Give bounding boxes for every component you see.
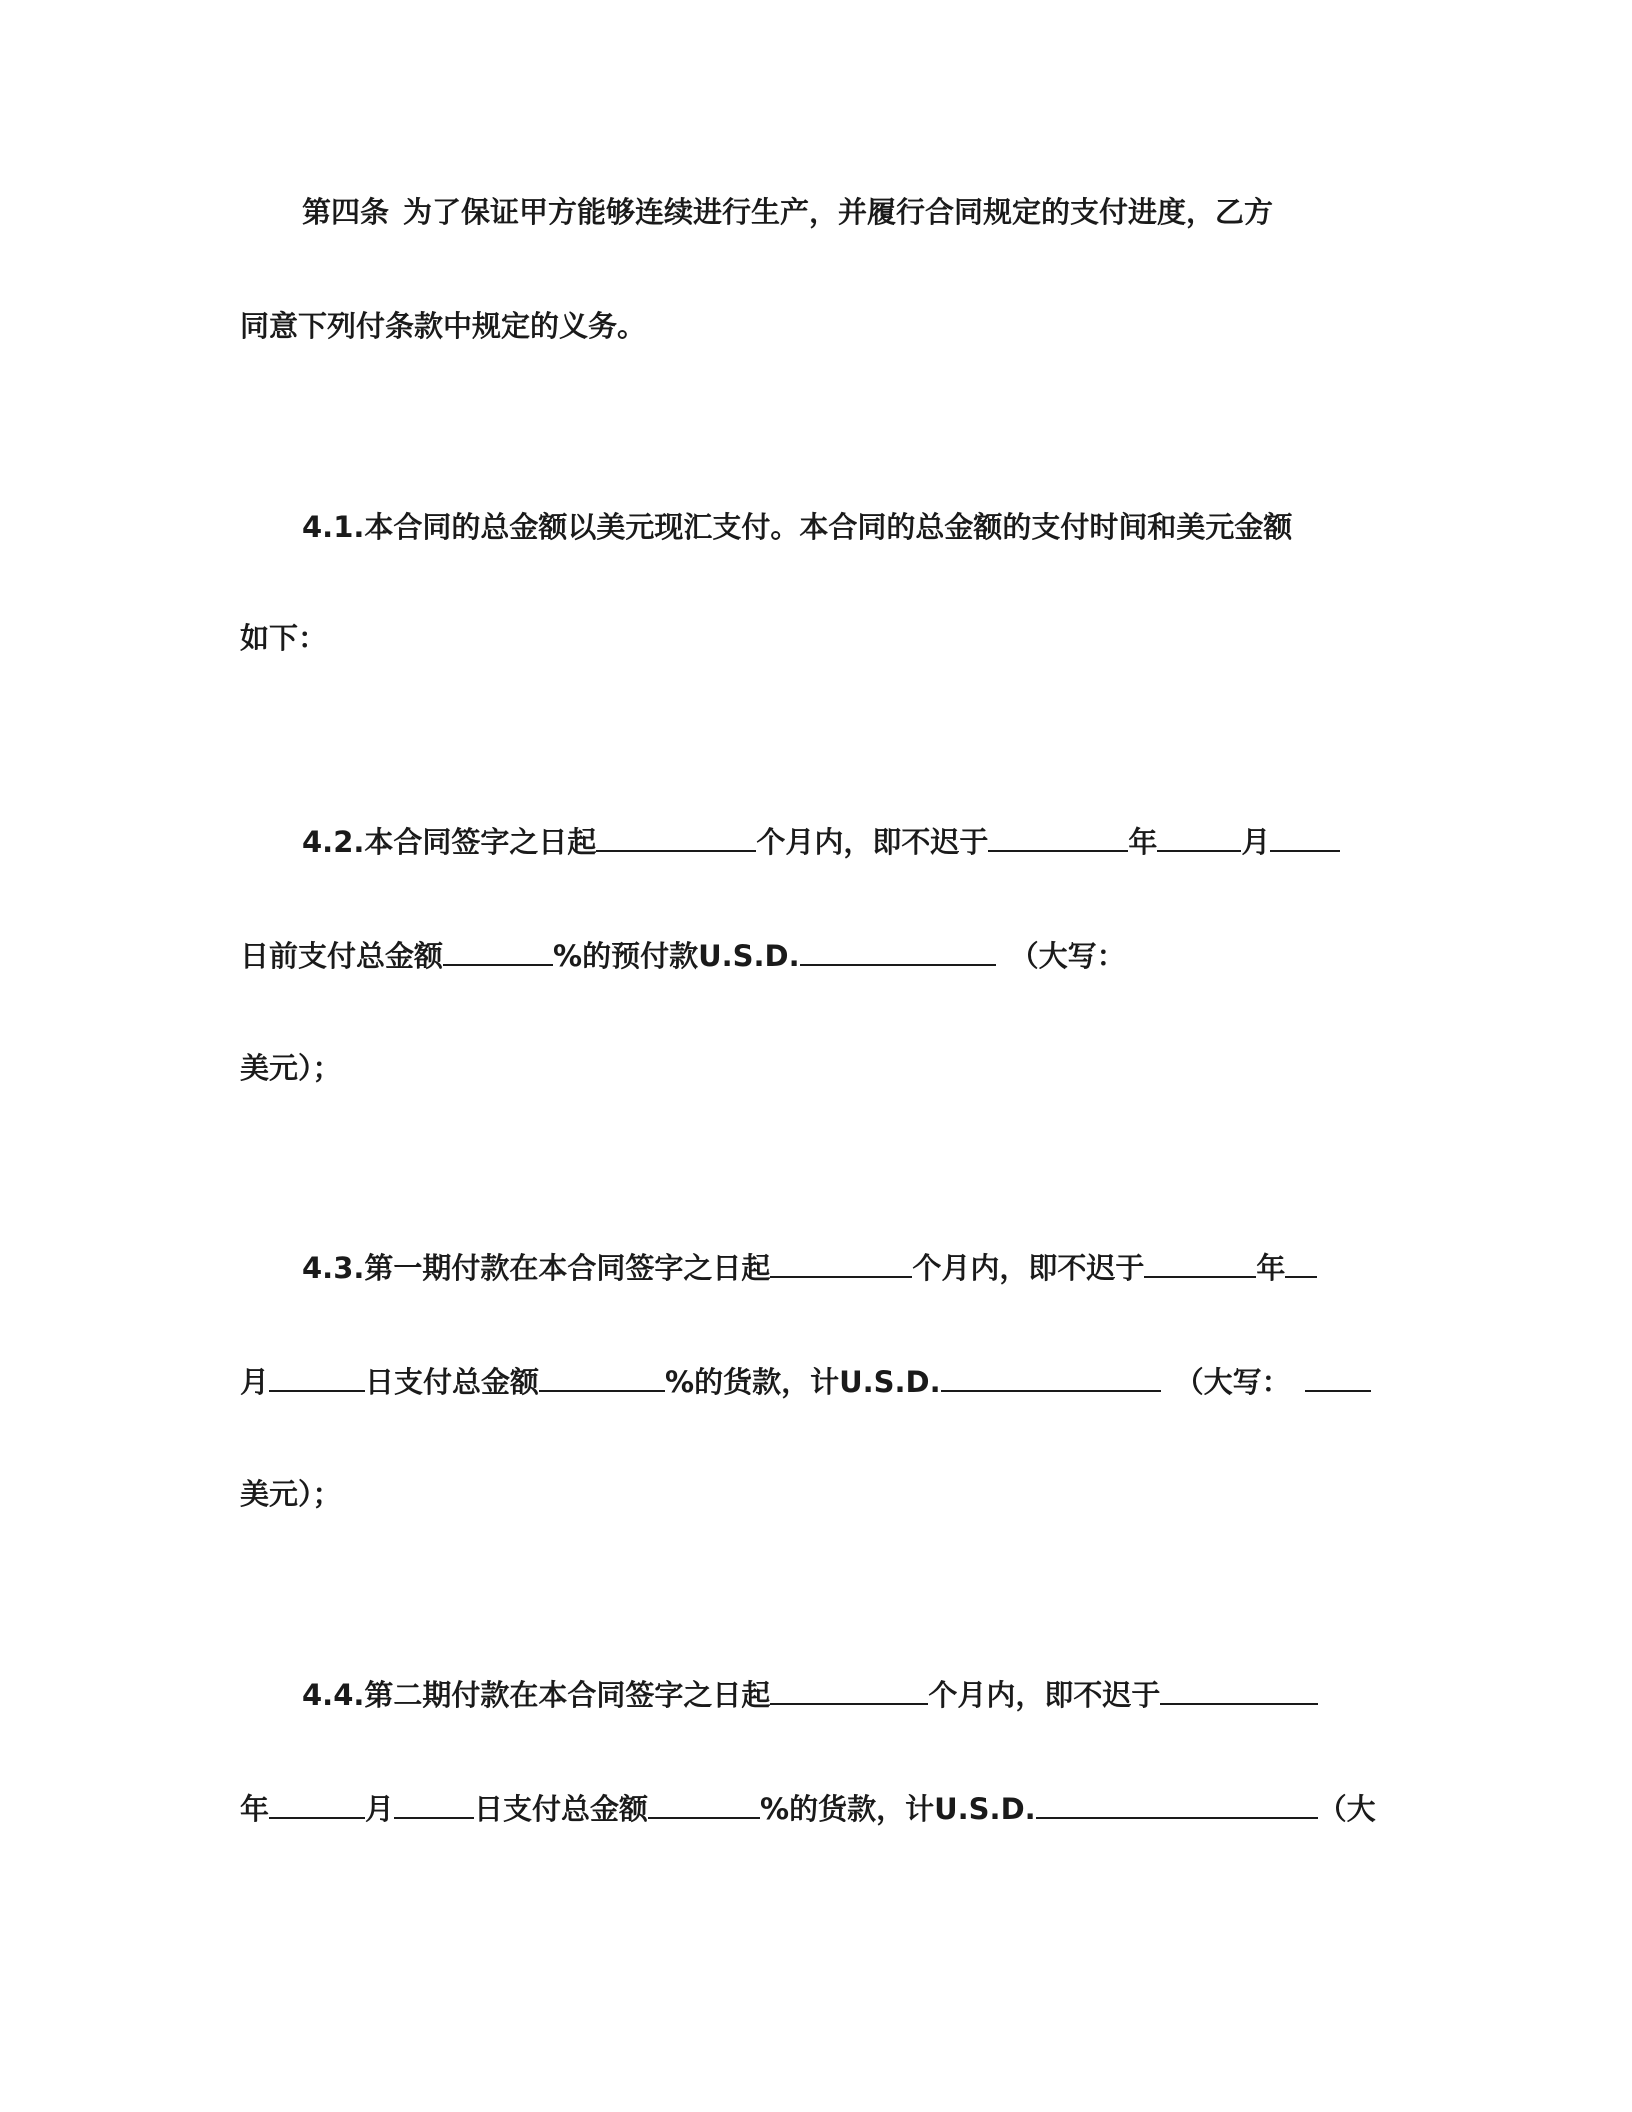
- article-heading: 第四条: [302, 195, 390, 229]
- usd-amount-blank[interactable]: [800, 934, 996, 966]
- year-blank[interactable]: [1160, 1673, 1318, 1705]
- day-blank[interactable]: [269, 1360, 365, 1392]
- clause-4-3-lead: 4.3.第一期付款在本合同签字之日起: [302, 1251, 771, 1285]
- month-blank[interactable]: [269, 1787, 365, 1819]
- clause-4-3-goods-text: %的货款，计U.S.D.: [665, 1365, 941, 1399]
- clause-4-3-line-2: [240, 1360, 1371, 1402]
- clause-4-2-line-1: [302, 820, 1340, 862]
- clause-4-1-text-cont: 如下：: [240, 621, 328, 655]
- in-words-label: （大写：: [1174, 1365, 1291, 1399]
- year-label: 年: [240, 1792, 270, 1826]
- clause-4-2-pay-text: 日前支付总金额: [240, 939, 444, 973]
- clause-4-2-line-2: [240, 934, 1126, 976]
- clause-4-2-lead: 4.2.本合同签字之日起: [302, 825, 597, 859]
- usd-amount-blank[interactable]: [1036, 1787, 1318, 1819]
- article-4-text: 为了保证甲方能够连续进行生产，并履行合同规定的支付进度，乙方: [403, 195, 1274, 229]
- usd-words-blank[interactable]: [1305, 1360, 1371, 1392]
- year-blank[interactable]: [1144, 1246, 1256, 1278]
- clause-4-3-within-text: 个月内，即不迟于: [912, 1251, 1145, 1285]
- day-blank[interactable]: [1270, 820, 1340, 852]
- months-blank[interactable]: [770, 1246, 912, 1278]
- months-blank[interactable]: [770, 1673, 928, 1705]
- months-blank[interactable]: [596, 820, 756, 852]
- month-label: 月: [1241, 825, 1271, 859]
- clause-4-3-line-3: [240, 1474, 342, 1514]
- year-label: 年: [1256, 1251, 1286, 1285]
- month-blank[interactable]: [1285, 1246, 1317, 1278]
- clause-4-4-goods-text: %的货款，计U.S.D.: [760, 1792, 1036, 1826]
- percent-blank[interactable]: [539, 1360, 665, 1392]
- clause-4-1-line-1: [302, 507, 1292, 547]
- clause-4-4-line-1: [302, 1673, 1318, 1715]
- clause-4-4-pay-text: 日支付总金额: [474, 1792, 649, 1826]
- article-4-line-1: [302, 192, 1273, 232]
- percent-blank[interactable]: [443, 934, 553, 966]
- article-4-line-2: [240, 306, 646, 346]
- clause-4-4-line-2: [240, 1787, 1376, 1829]
- clause-4-1-text: 4.1.本合同的总金额以美元现汇支付。本合同的总金额的支付时间和美元金额: [302, 510, 1293, 544]
- day-blank[interactable]: [394, 1787, 474, 1819]
- month-blank[interactable]: [1157, 820, 1241, 852]
- usd-words-suffix: 美元）；: [240, 1051, 342, 1085]
- clause-4-1-line-2: [240, 618, 327, 658]
- clause-4-2-advance-text: %的预付款U.S.D.: [553, 939, 800, 973]
- clause-4-2-line-3: [240, 1048, 342, 1088]
- in-words-label: （大: [1317, 1792, 1376, 1826]
- month-label: 月: [365, 1792, 395, 1826]
- usd-words-suffix: 美元）；: [240, 1477, 342, 1511]
- usd-amount-blank[interactable]: [941, 1360, 1161, 1392]
- clause-4-3-pay-text: 日支付总金额: [365, 1365, 540, 1399]
- article-4-text-cont: 同意下列付条款中规定的义务。: [240, 309, 647, 343]
- clause-4-2-within-text: 个月内，即不迟于: [756, 825, 989, 859]
- clause-4-4-lead: 4.4.第二期付款在本合同签字之日起: [302, 1678, 771, 1712]
- month-label: 月: [240, 1365, 270, 1399]
- year-label: 年: [1128, 825, 1158, 859]
- clause-4-3-line-1: [302, 1246, 1317, 1288]
- in-words-label: （大写：: [1009, 939, 1126, 973]
- percent-blank[interactable]: [648, 1787, 760, 1819]
- clause-4-4-within-text: 个月内，即不迟于: [928, 1678, 1161, 1712]
- year-blank[interactable]: [988, 820, 1128, 852]
